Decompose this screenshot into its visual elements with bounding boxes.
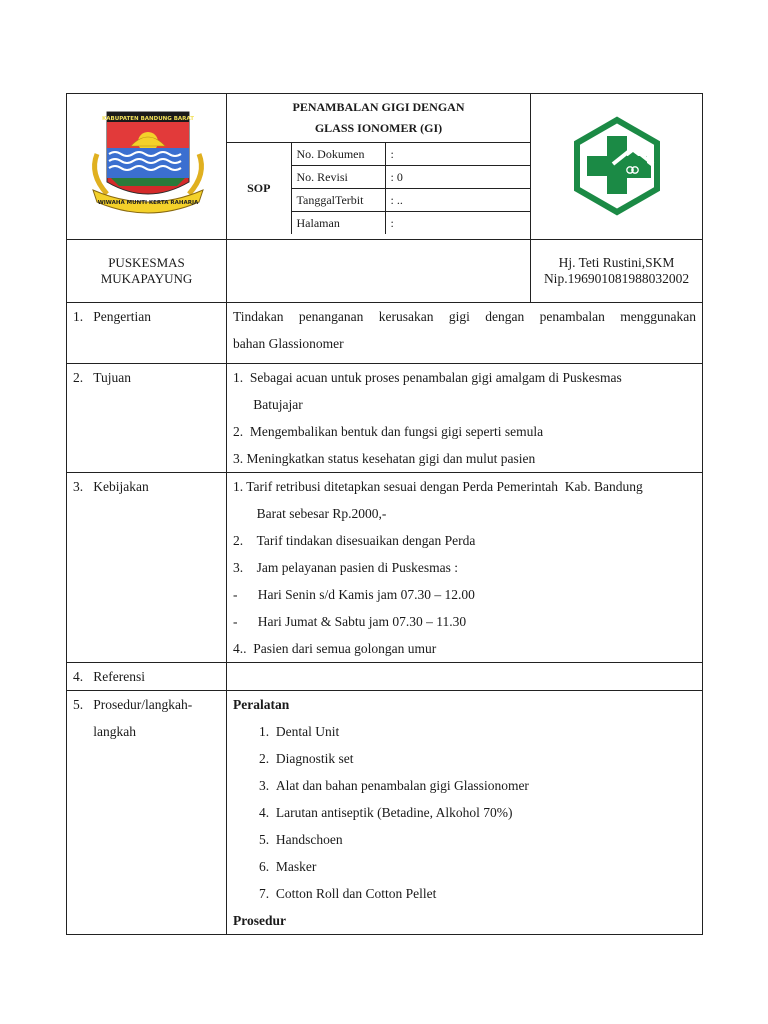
info-label-terbit: TanggalTerbit [291,189,385,212]
right-logo-cell [531,94,703,240]
tujuan-item: 2. Mengembalikan bentuk dan fungsi gigi seperti semula [233,424,544,439]
row-pengertian [67,303,703,364]
pengertian-line-1: Tindakan penanganan kerusakan gigi dengan penambalan menggunakan [233,309,696,324]
info-value-dokumen: : [385,143,531,166]
peralatan-item: 1. Dental Unit [259,724,340,739]
tujuan-item: 1. Sebagai acuan untuk proses penambalan gigi amalgam di Puskesmas [233,370,622,385]
info-label-dokumen: No. Dokumen [291,143,385,166]
kebijakan-item: - Hari Senin s/d Kamis jam 07.30 – 12.00 [233,587,475,602]
document-info-table [227,143,531,234]
header-row [67,94,703,240]
label-kebijakan-text: 3. Kebijakan [73,479,149,494]
signatory-name: Hj. Teti Rustini,SKM [558,255,675,270]
sop-label: SOP [227,143,291,234]
peralatan-item: 7. Cotton Roll dan Cotton Pellet [259,886,437,901]
content-prosedur [227,691,703,935]
content-kebijakan [227,473,703,663]
kebijakan-item: - Hari Jumat & Sabtu jam 07.30 – 11.30 [233,614,467,629]
peralatan-heading: Peralatan [233,697,290,712]
left-logo-cell [67,94,227,240]
tujuan-item: Batujajar [233,397,303,412]
peralatan-item: 4. Larutan antiseptik (Betadine, Alkohol 70%) [259,805,513,820]
sop-table [66,93,703,935]
info-label-halaman: Halaman [291,212,385,235]
signatory-cell [531,240,703,303]
row-kebijakan [67,473,703,663]
kebijakan-item: 2. Tarif tindakan disesuaikan dengan Perda [233,533,476,548]
row-tujuan [67,364,703,473]
label-prosedur-line-1: 5. Prosedur/langkah- [73,697,193,712]
puskesmas-logo-icon [531,94,703,234]
kabupaten-crest-icon [67,94,227,234]
signatory-nip: Nip.196901081988032002 [543,271,690,286]
org-line-1: PUSKESMAS [108,255,185,270]
document-title [227,94,530,143]
org-line-2: MUKAPAYUNG [100,271,193,286]
label-tujuan-text: 2. Tujuan [73,370,132,385]
header-center-cell [227,94,531,240]
label-tujuan [67,364,227,473]
peralatan-item: 2. Diagnostik set [259,751,354,766]
peralatan-item: 3. Alat dan bahan penambalan gigi Glassionomer [259,778,529,793]
kebijakan-item: Barat sebesar Rp.2000,- [233,506,387,521]
crest-banner-top: KABUPATEN BANDUNG BARAT [102,116,194,122]
title-line-2: GLASS IONOMER (GI) [314,121,443,135]
label-referensi [67,663,227,691]
row-prosedur [67,691,703,935]
info-value-halaman: : [385,212,531,235]
tujuan-item: 3. Meningkatkan status kesehatan gigi dan mulut pasien [233,451,536,466]
label-kebijakan [67,473,227,663]
pengertian-line-2: bahan Glassionomer [233,336,344,351]
label-prosedur [67,691,227,935]
sop-document [66,93,702,935]
info-label-revisi: No. Revisi [291,166,385,189]
title-line-1: PENAMBALAN GIGI DENGAN [292,100,465,114]
kebijakan-item: 4.. Pasien dari semua golongan umur [233,641,437,656]
prosedur-heading: Prosedur [233,913,286,928]
crest-banner-bottom: WIWAHA MUNTI KERTA RAHARJA [97,200,199,206]
content-tujuan [227,364,703,473]
info-value-terbit: : .. [385,189,531,212]
label-referensi-text: 4. Referensi [73,669,145,684]
info-value-revisi: : 0 [385,166,531,189]
kebijakan-item: 3. Jam pelayanan pasien di Puskesmas : [233,560,458,575]
label-pengertian [67,303,227,364]
row-referensi [67,663,703,691]
organization-cell [67,240,227,303]
label-prosedur-line-2: langkah [73,724,136,739]
kebijakan-item: 1. Tarif retribusi ditetapkan sesuai dengan Perda Pemerintah Kab. Bandung [233,479,643,494]
peralatan-item: 6. Masker [259,859,317,874]
signature-row [67,240,703,303]
signature-blank-cell [227,240,531,303]
content-pengertian [227,303,703,364]
label-pengertian-text: 1. Pengertian [73,309,151,324]
peralatan-item: 5. Handschoen [259,832,343,847]
content-referensi [227,663,703,691]
